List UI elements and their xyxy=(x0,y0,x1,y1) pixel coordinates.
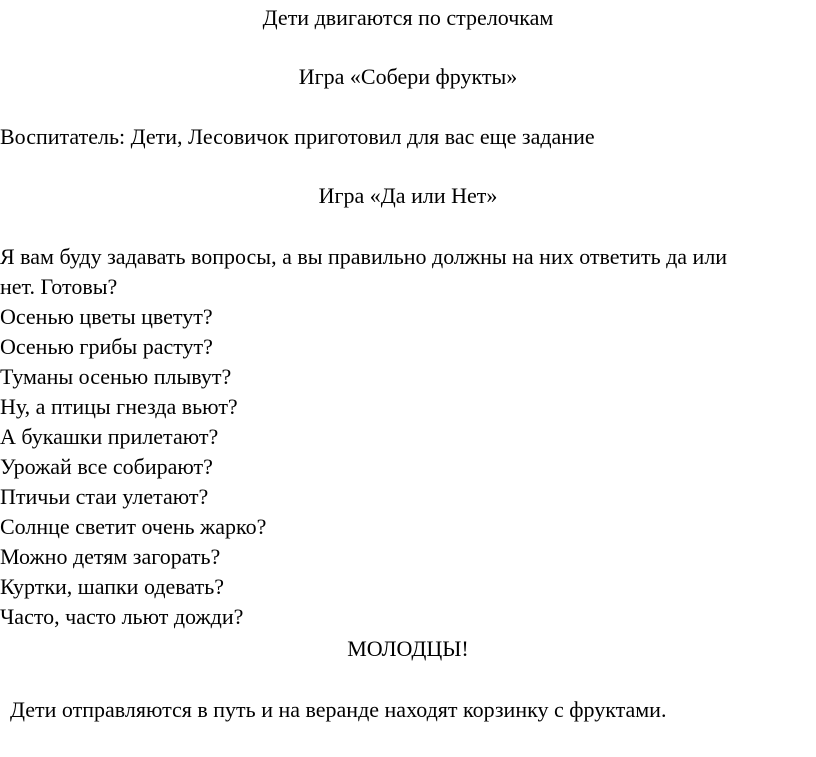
question-line: Туманы осенью плывут? xyxy=(0,364,232,389)
intro-line-1: Я вам буду задавать вопросы, а вы правильно должны на них ответить да или xyxy=(0,244,728,269)
heading-arrows: Дети двигаются по стрелочкам xyxy=(262,5,554,30)
game1-title: Игра «Собери фрукты» xyxy=(298,64,518,89)
question-line: Осенью цветы цветут? xyxy=(0,304,213,329)
question-line: Птичьи стаи улетают? xyxy=(0,484,209,509)
question-line: Солнце светит очень жарко? xyxy=(0,514,267,539)
question-line: Куртки, шапки одевать? xyxy=(0,574,224,599)
question-line: Часто, часто льют дожди? xyxy=(0,604,244,629)
question-line: Ну, а птицы гнезда вьют? xyxy=(0,394,238,419)
question-line: Урожай все собирают? xyxy=(0,454,213,479)
question-line: А букашки прилетают? xyxy=(0,424,219,449)
teacher-line: Воспитатель: Дети, Лесовичок приготовил для вас еще задание xyxy=(0,124,595,149)
question-line: Можно детям загорать? xyxy=(0,544,221,569)
praise-line: МОЛОДЦЫ! xyxy=(347,636,469,661)
game2-title: Игра «Да или Нет» xyxy=(318,183,498,208)
intro-line-2: нет. Готовы? xyxy=(0,274,118,299)
question-line: Осенью грибы растут? xyxy=(0,334,213,359)
closing-line: Дети отправляются в путь и на веранде находят корзинку с фруктами. xyxy=(10,697,667,722)
